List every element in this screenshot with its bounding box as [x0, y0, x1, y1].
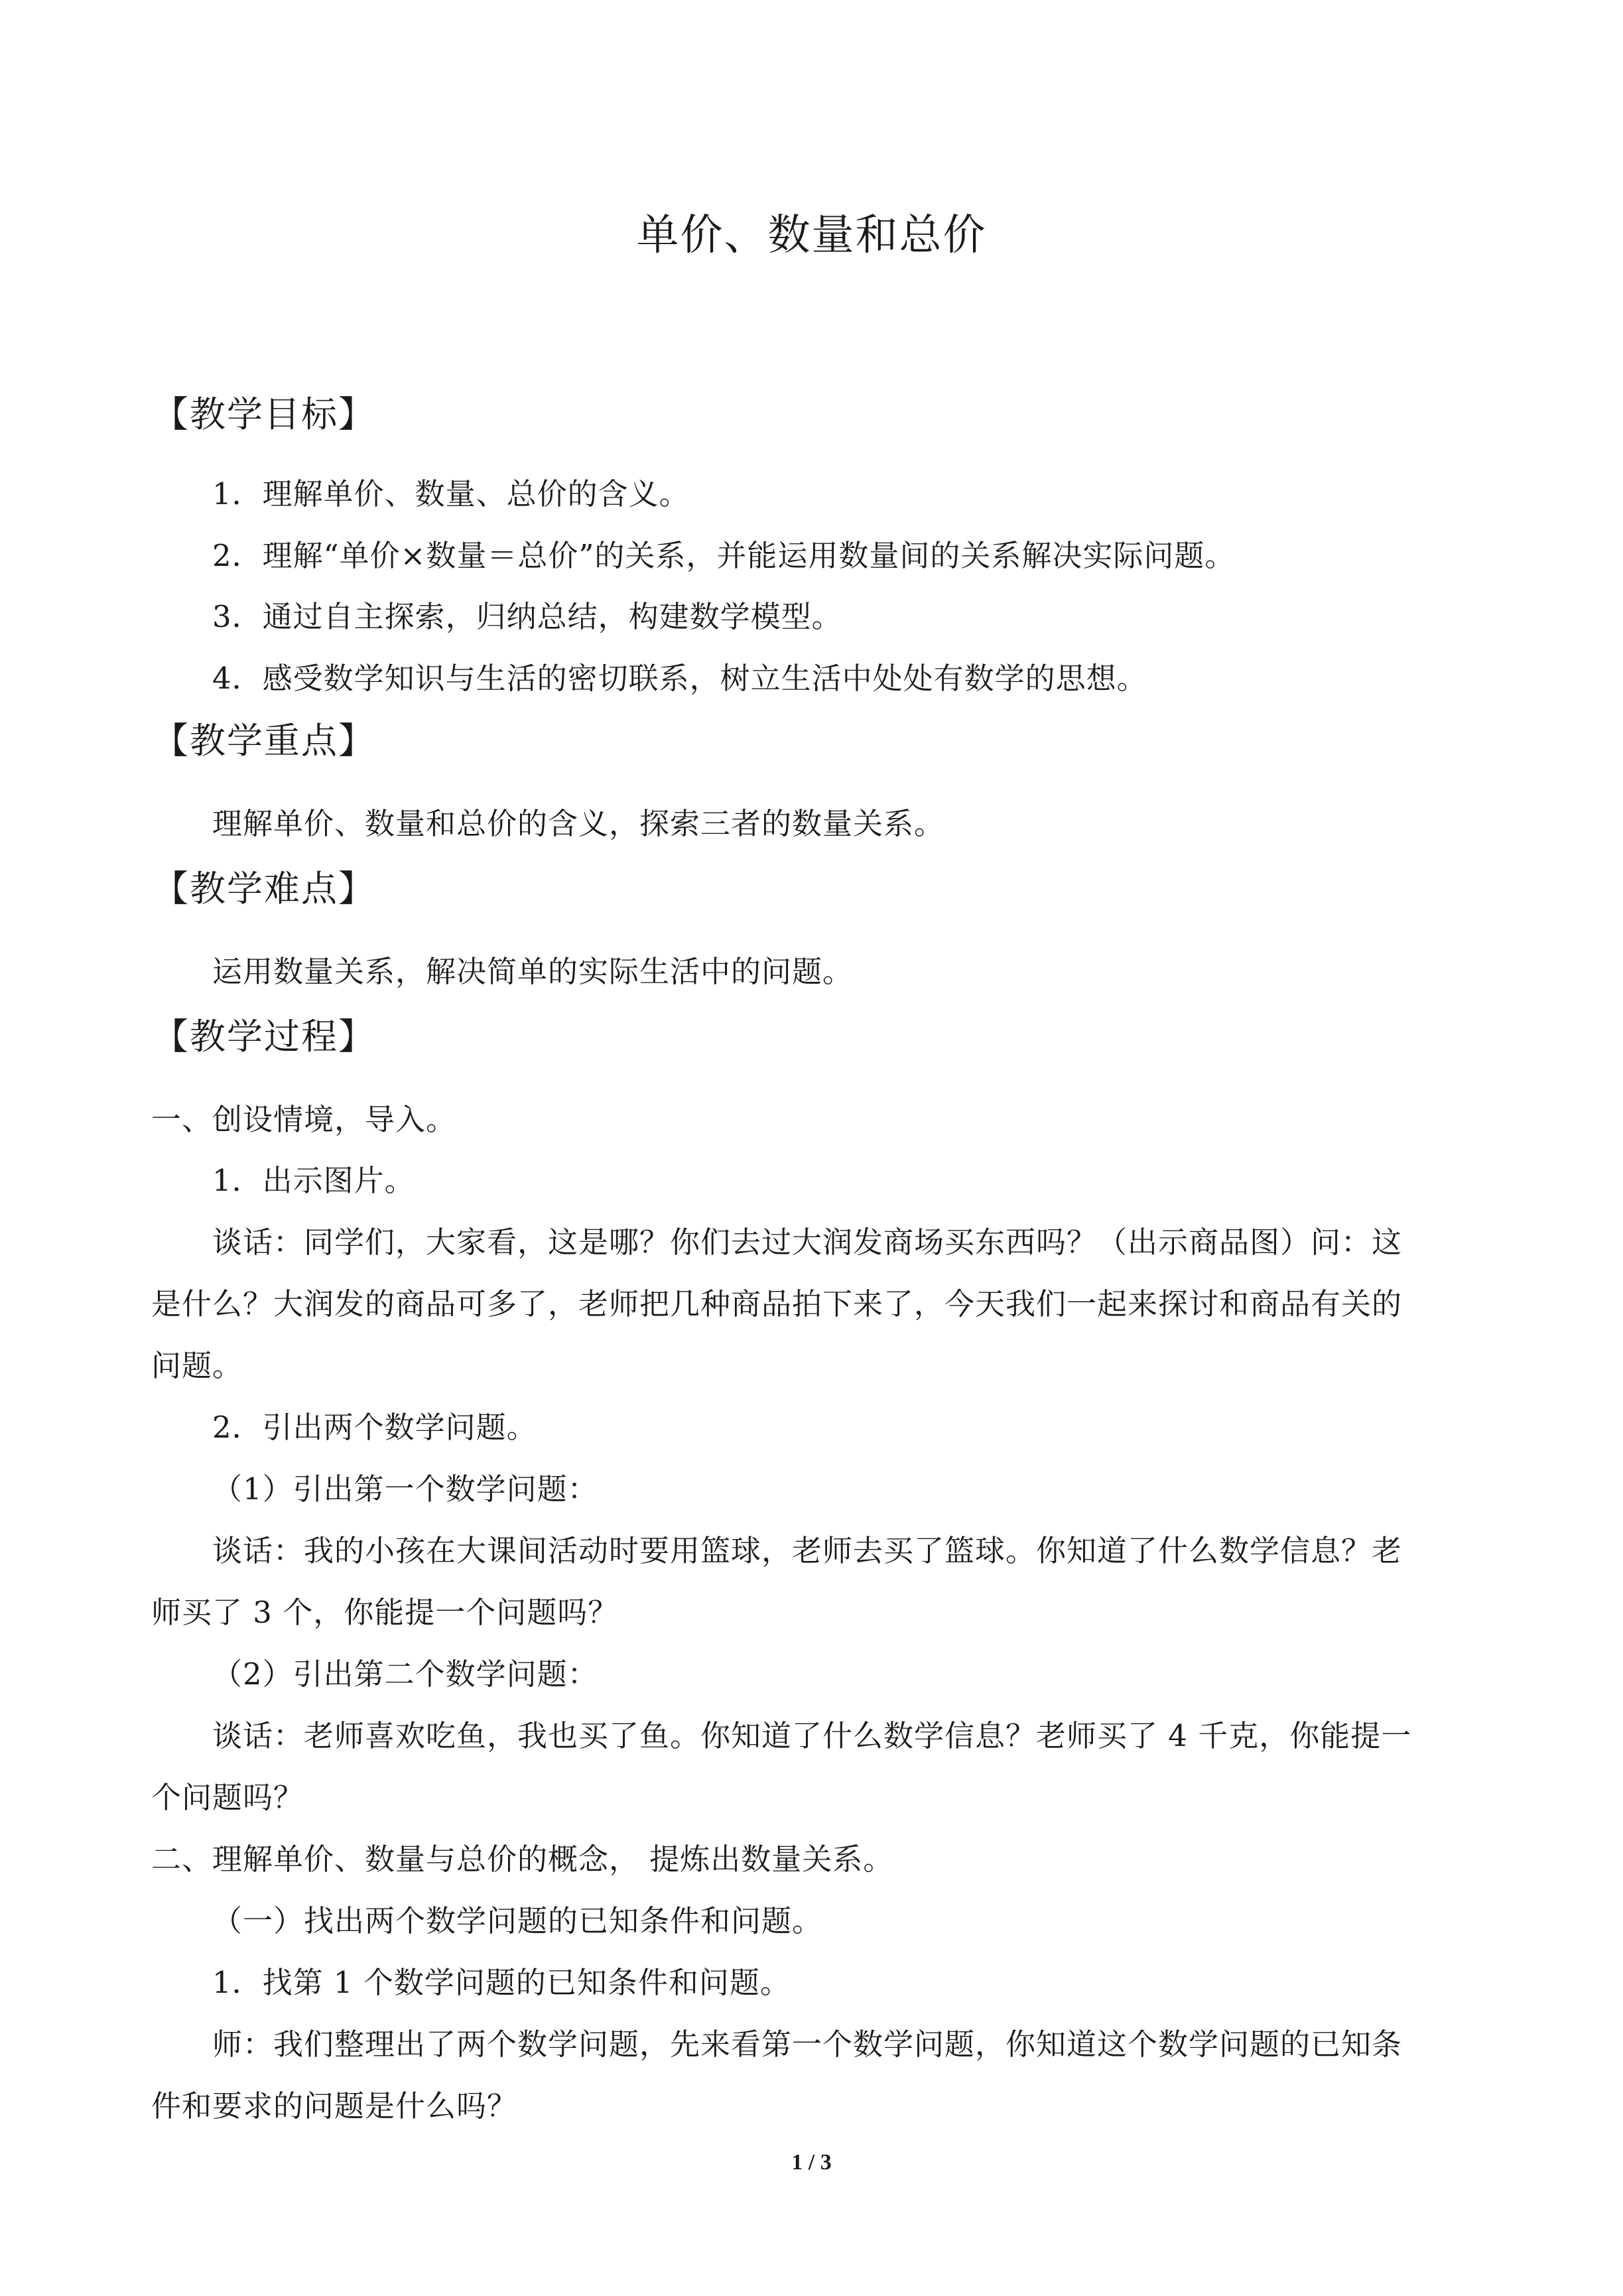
step-item: 1．找第 1 个数学问题的已知条件和问题。 — [212, 1965, 791, 2000]
goal-item: 1．理解单价、数量、总价的含义。 — [212, 476, 690, 511]
paragraph-line: 谈话：同学们，大家看，这是哪？你们去过大润发商场买东西吗？（出示商品图）问：这 — [212, 1225, 1403, 1260]
paragraph-line: 谈话：我的小孩在大课间活动时要用篮球，老师去买了篮球。你知道了什么数学信息？老 — [212, 1533, 1403, 1568]
difficulty-heading: 【教学难点】 — [153, 868, 375, 910]
step-item: 1．出示图片。 — [212, 1163, 415, 1198]
goal-item: 2．理解“单价×数量＝总价”的关系，并能运用数量间的关系解决实际问题。 — [212, 538, 1236, 573]
paragraph-line: 问题。 — [151, 1348, 243, 1383]
paragraph-line: 谈话：老师喜欢吃鱼，我也买了鱼。你知道了什么数学信息？老师买了 4 千克，你能提一 — [212, 1718, 1412, 1753]
sub-item: （2）引出第二个数学问题： — [212, 1656, 598, 1692]
paragraph-line: 是什么？大润发的商品可多了，老师把几种商品拍下来了，今天我们一起来探讨和商品有关的 — [151, 1286, 1403, 1321]
paragraph-line: 师买了 3 个，你能提一个问题吗？ — [151, 1595, 619, 1630]
paragraph-line: 个问题吗？ — [151, 1780, 304, 1815]
part-title: 一、创设情境，导入。 — [151, 1102, 457, 1137]
process-heading: 【教学过程】 — [153, 1016, 375, 1057]
goal-item: 4．感受数学知识与生活的密切联系，树立生活中处处有数学的思想。 — [212, 661, 1147, 696]
key-text: 理解单价、数量和总价的含义，探索三者的数量关系。 — [212, 806, 945, 841]
goal-item: 3．通过自主探索，归纳总结，构建数学模型。 — [212, 599, 842, 634]
page-title: 单价、数量和总价 — [636, 211, 987, 260]
page-indicator: 1 / 3 — [791, 2150, 832, 2175]
paragraph-line: 件和要求的问题是什么吗？ — [151, 2088, 518, 2124]
paragraph-line: 师：我们整理出了两个数学问题，先来看第一个数学问题，你知道这个数学问题的已知条 — [212, 2027, 1403, 2062]
key-heading: 【教学重点】 — [153, 720, 375, 762]
sub-item: （1）引出第一个数学问题： — [212, 1471, 598, 1507]
sub-item: （一）找出两个数学问题的已知条件和问题。 — [212, 1903, 823, 1938]
difficulty-text: 运用数量关系，解决简单的实际生活中的问题。 — [212, 954, 854, 989]
goals-heading: 【教学目标】 — [153, 393, 375, 435]
part-title: 二、理解单价、数量与总价的概念， 提炼出数量关系。 — [151, 1842, 894, 1877]
step-item: 2．引出两个数学问题。 — [212, 1410, 537, 1445]
